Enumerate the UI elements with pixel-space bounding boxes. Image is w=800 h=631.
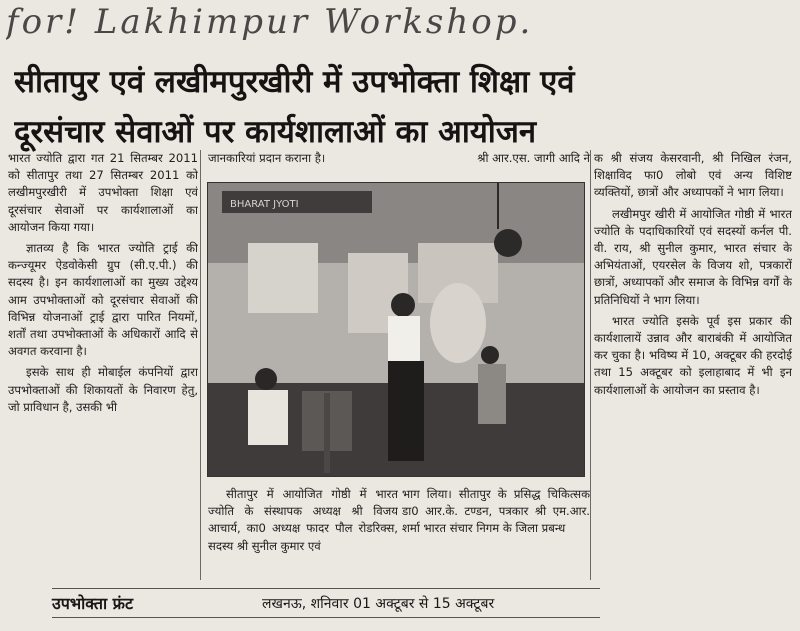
paragraph: भारत ज्योति इसके पूर्व इस प्रकार की कार्यशालायें उन्नाव और बाराबंकी में आयोजित कर चुका है। भविष्य में 10, अक्टूबर की हरदोई तथा 15 अक्टूबर को इलाहाबाद में भी इन कार्यशालाओं के आयोजन का प्रस्ताव है।: [594, 313, 792, 397]
paragraph: लखीमपुर खीरी में आयोजित गोष्ठी में भारत ज्योति के पदाधिकारियों एवं सदस्यों कर्नल पी. वी. राय, श्री सुनील कुमार, भारत संचार के अभियंताओं, एयरसेल के विजय शो, पत्रकारों छात्रों, अध्यापकों और समाज के विभिन्न वर्गों के प्रतिनिधियों ने भाग लिया।: [594, 206, 792, 307]
column-divider: [200, 150, 201, 580]
article-column-1: [8, 150, 198, 584]
handwritten-note: for! Lakhimpur Workshop.: [6, 2, 534, 42]
paragraph: भाग लिया। सीतापुर के प्रसिद्ध चिकित्सक डा0 आर.के. टण्डन, पत्रकार श्री एम.आर. शर्मा भारत संचार निगम के जिला प्रबन्ध: [402, 487, 590, 536]
paragraph: ज्ञातव्य है कि भारत ज्योति ट्राई की कन्ज्यूमर ऐडवोकेसी ग्रुप (सी.ए.पी.) की सदस्य है। इन कार्यशालाओं का मुख्य उद्देश्य आम उपभोक्ताओं को दूरसंचार सेवाओं की विभिन्न योजनाओं ट्राई द्वारा पारित नियमों, शर्तों तथा उपभोक्ताओं के अधिकारों आदि से अवगत करवाना है।: [8, 241, 198, 359]
headline-line-1: सीतापुर एवं लखीमपुरखीरी में उपभोक्ता शिक्षा एवं: [14, 64, 575, 100]
photo-illustration: [208, 183, 584, 476]
paragraph: सीतापुर में आयोजित गोष्ठी में भारत ज्योति के संस्थापक अध्यक्ष श्री विजय आचार्य, का0 अध्यक्ष फादर पौल रोडरिक्स, सदस्य श्री सुनील कुमार एवं: [208, 487, 398, 553]
article-column-4: [594, 150, 792, 584]
column-divider: [590, 150, 591, 580]
paragraph: इसके साथ ही मोबाईल कंपनियों द्वारा उपभोक्ताओं की शिकायतों के निवारण हेतु, जो प्राविधान है, उसकी भी: [8, 365, 198, 414]
publication-name: उपभोक्ता फ्रंट: [52, 594, 134, 613]
article-column-3-top: श्री आर.एस. जागी आदि ने: [477, 151, 590, 165]
article-column-2-bottom: [208, 486, 398, 586]
event-photo: [207, 182, 585, 477]
paragraph: भारत ज्योति द्वारा गत 21 सितम्बर 2011 को सीतापुर तथा 27 सितम्बर 2011 को लखीमपुरखीरी में उपभोक्ता शिक्षा एवं दूरसंचार सेवाओं पर कार्यशालाओं का आयोजन किया गया।: [8, 151, 198, 234]
article-column-2-top: जानकारियां प्रदान कराना है।: [208, 151, 326, 165]
footer-bar: [52, 588, 600, 618]
dateline: लखनऊ, शनिवार 01 अक्टूबर से 15 अक्टूबर: [262, 595, 495, 612]
article-column-3-bottom: [402, 486, 590, 586]
photo-banner-text: BHARAT JYOTI: [230, 199, 299, 210]
headline-line-2: दूरसंचार सेवाओं पर कार्यशालाओं का आयोजन: [14, 114, 537, 150]
paragraph: क श्री संजय केसरवानी, श्री निखिल रंजन, शिक्षाविद फा0 लोबो एवं अन्य विशिष्ट व्यक्तियों, छात्रों और अध्यापकों ने भाग लिया।: [594, 151, 792, 200]
